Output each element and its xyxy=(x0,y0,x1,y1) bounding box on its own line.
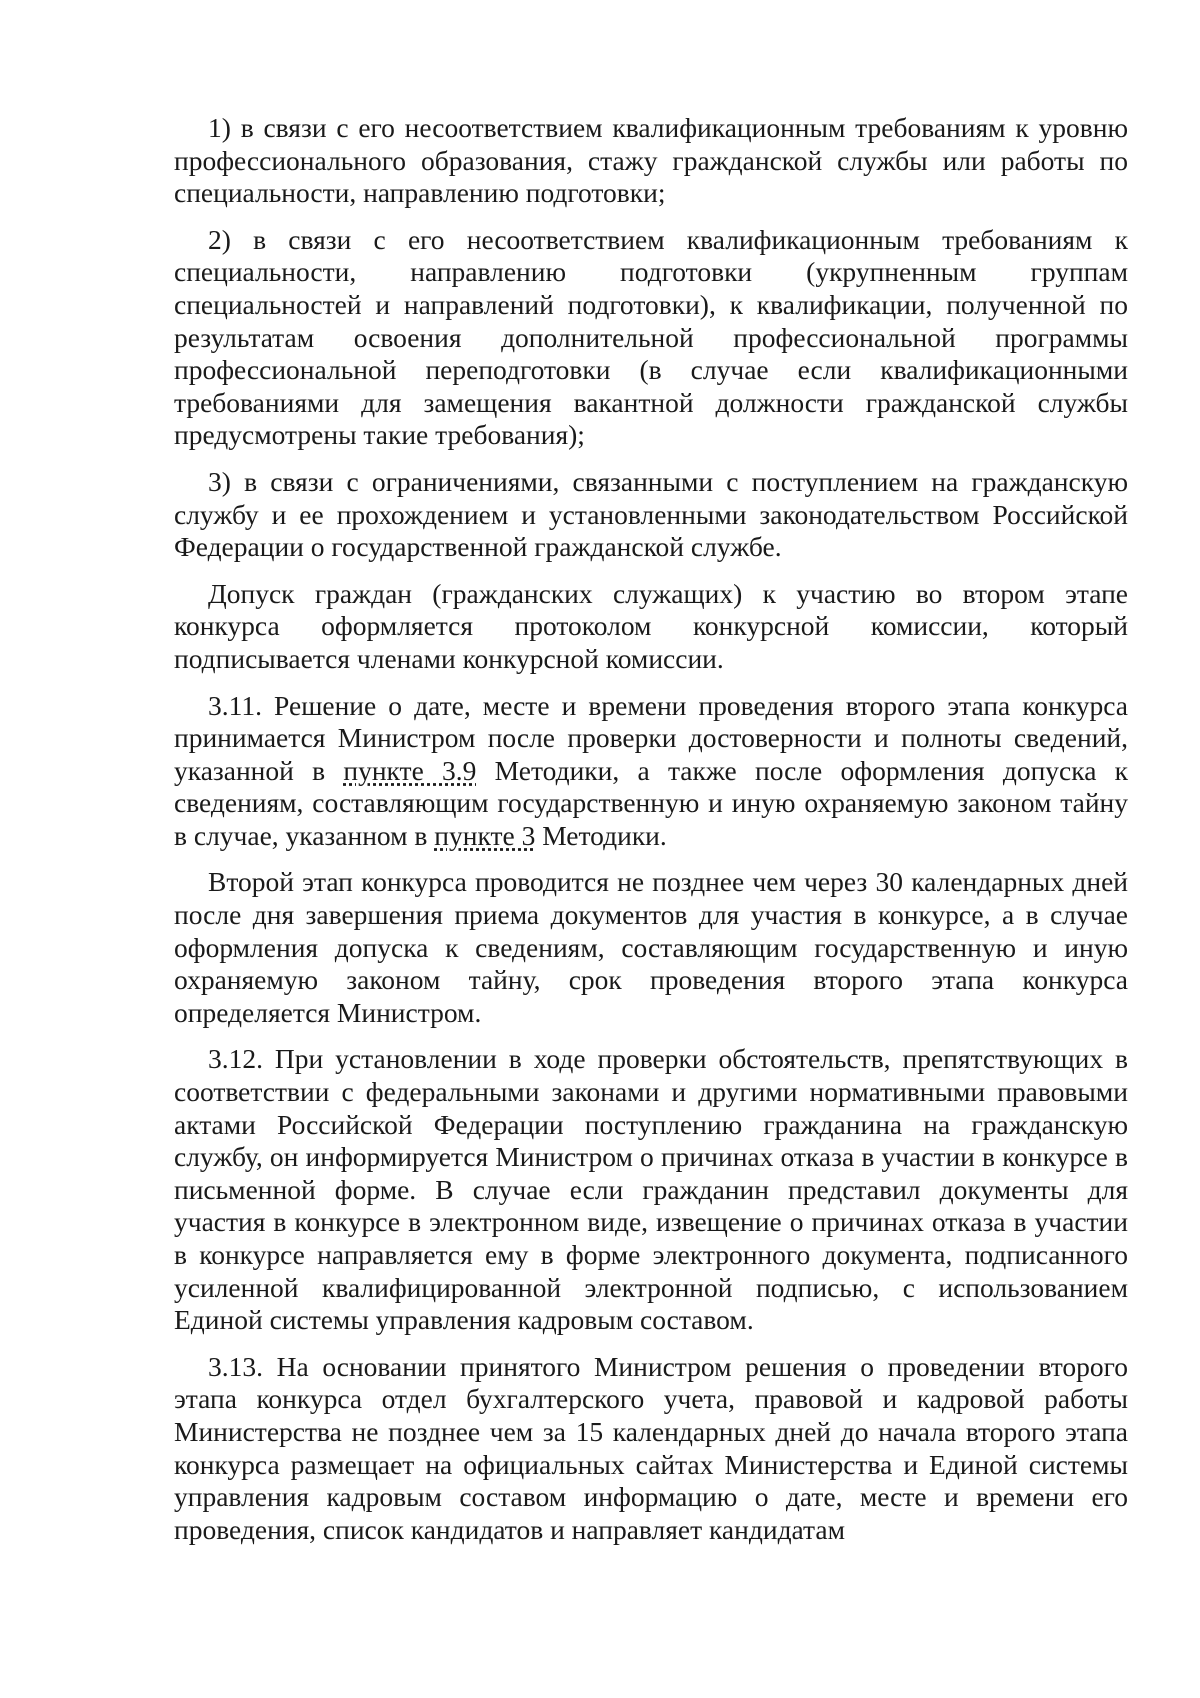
paragraph-second-stage-timing: Второй этап конкурса проводится не позднее чем через 30 календарных дней после дня завершения приема документов для участия в конкурсе, а в случае оформления допуска к сведениям, составляющим государственную и иную охраняемую законом тайну, срок проведения второго этапа конкурса определяется Министром. xyxy=(174,866,1128,1028)
document-page xyxy=(174,112,1128,1560)
paragraph-3-11-part1: 3.11. Решение о дате, месте и времени проведения второго этапа конкурса принимается Министром после проверки достоверности и полноты сведений, указанной в xyxy=(174,689,1128,786)
paragraph-3-11-part2: Методики, а также после оформления допуска к сведениям, составляющим государственную и иную охраняемую законом тайну в случае, указанном в xyxy=(174,754,1129,851)
paragraph-3-13: 3.13. На основании принятого Министром решения о проведении второго этапа конкурса отдел бухгалтерского учета, правовой и кадровой работы Министерства не позднее чем за 15 календарных дней до начала второго этапа конкурса размещает на официальных сайтах Министерства и Единой системы управления кадровым составом информацию о дате, месте и времени его проведения, список кандидатов и направляет кандидатам xyxy=(174,1350,1128,1545)
paragraph-item-1: 1) в связи с его несоответствием квалификационным требованиям к уровню профессионального образования, стажу гражданской службы или работы по специальности, направлению подготовки; xyxy=(174,112,1128,209)
paragraph-3-11 xyxy=(174,690,1128,853)
paragraph-3-11-part3: Методики. xyxy=(535,819,667,851)
paragraph-3-12: 3.12. При установлении в ходе проверки обстоятельств, препятствующих в соответствии с федеральными законами и другими нормативными правовыми актами Российской Федерации поступлению гражданина на гражданскую службу, он информируется Министром о причинах отказа в участии в конкурсе в письменной форме. В случае если гражданин представил документы для участия в конкурсе в электронном виде, извещение о причинах отказа в участии в конкурсе направляется ему в форме электронного документа, подписанного усиленной квалифицированной электронной подписью, с использованием Единой системы управления кадровым составом. xyxy=(174,1043,1128,1336)
paragraph-item-2: 2) в связи с его несоответствием квалификационным требованиям к специальности, направлению подготовки (укрупненным группам специальностей и направлений подготовки), к квалификации, полученной по результатам освоения дополнительной профессиональной программы профессиональной переподготовки (в случае если квалификационными требованиями для замещения вакантной должности гражданской службы предусмотрены такие требования); xyxy=(174,223,1128,451)
paragraph-item-3: 3) в связи с ограничениями, связанными с поступлением на гражданскую службу и ее прохождением и установленными законодательством Российской Федерации о государственной гражданской службе. xyxy=(174,465,1128,563)
paragraph-admission: Допуск граждан (гражданских служащих) к участию во втором этапе конкурса оформляется протоколом конкурсной комиссии, который подписывается членами конкурсной комиссии. xyxy=(174,577,1128,674)
link-point-3-9[interactable]: пункте 3.9 xyxy=(343,754,477,786)
link-point-3[interactable]: пункте 3 xyxy=(434,819,536,851)
